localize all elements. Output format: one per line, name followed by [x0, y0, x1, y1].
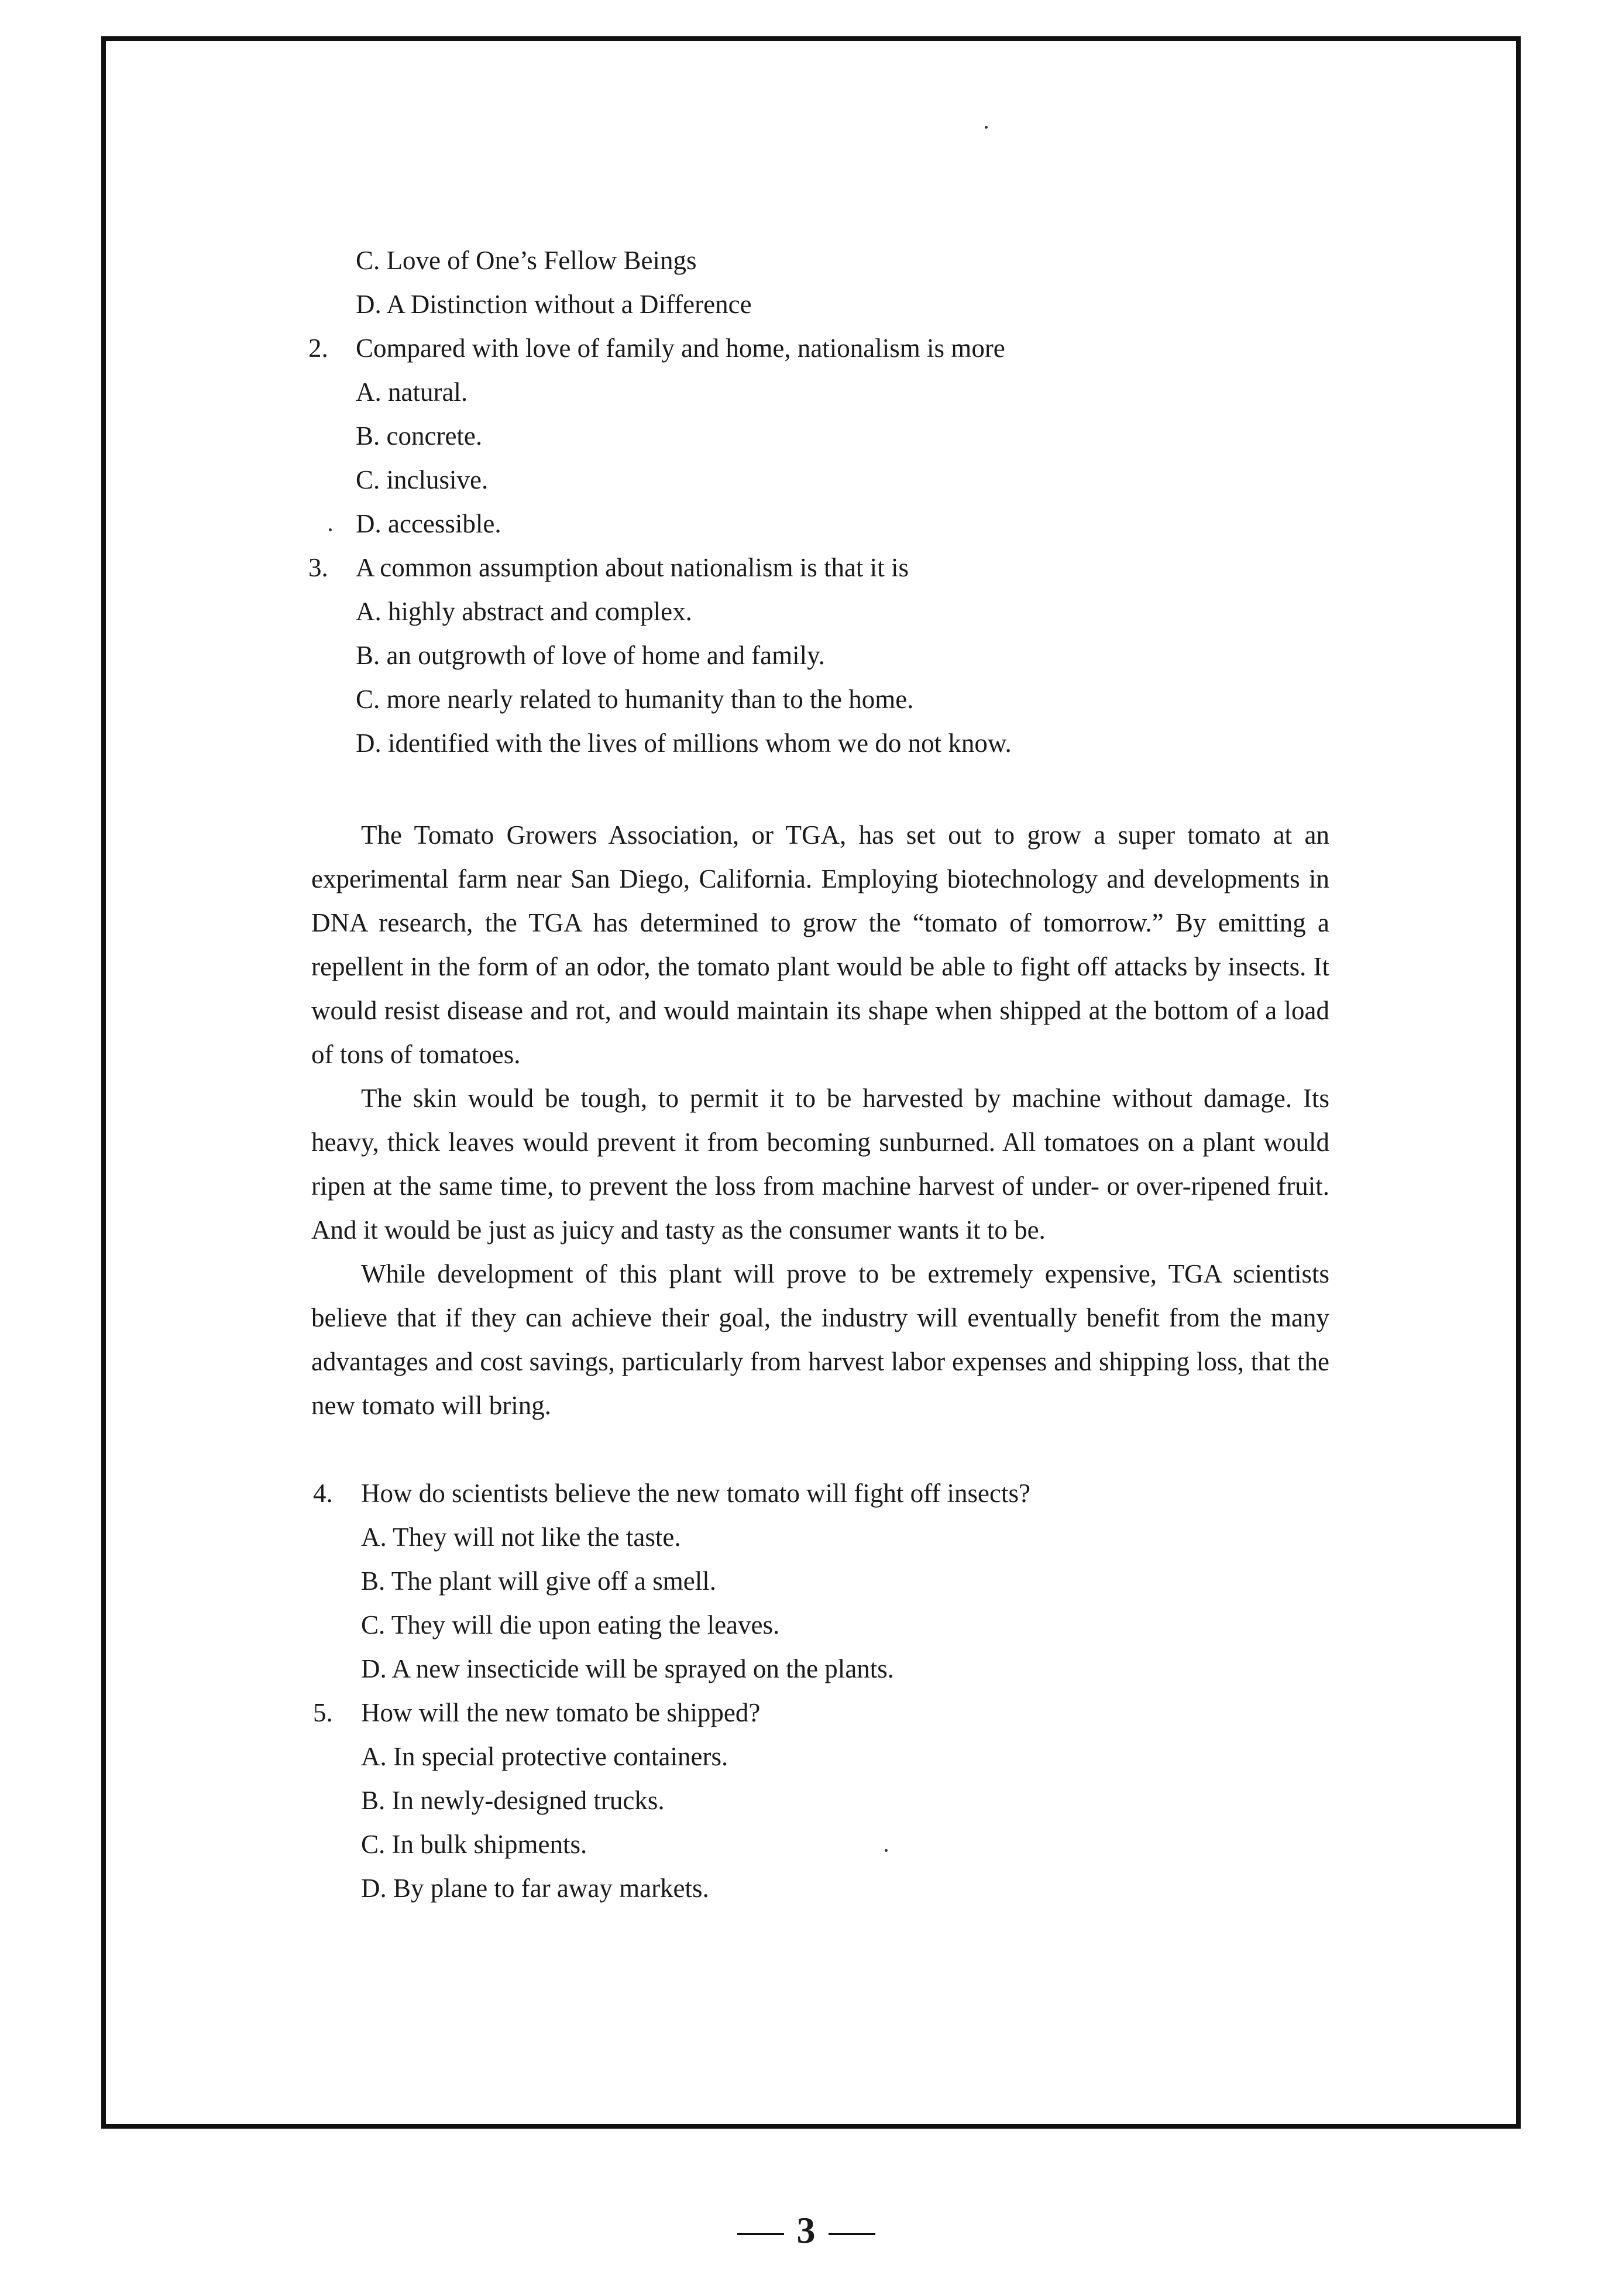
q5-stem: How will the new tomato be shipped? [361, 1698, 761, 1727]
page-number-dash-left [737, 2233, 784, 2235]
q2-option-b: B. concrete. [356, 421, 483, 451]
q4-option-c: C. They will die upon eating the leaves. [361, 1610, 780, 1639]
q4-number: 4. [313, 1479, 333, 1508]
reading-passage [311, 813, 1329, 1428]
q4-option-a: A. They will not like the taste. [361, 1522, 681, 1552]
scan-speck [329, 528, 332, 531]
q2-stem: Compared with love of family and home, nationalism is more [356, 334, 1005, 363]
q5-number: 5. [313, 1698, 333, 1727]
page-number-footer [0, 2207, 1612, 2254]
q1-option-c: C. Love of One’s Fellow Beings [356, 246, 697, 275]
q3-stem: A common assumption about nationalism is that it is [356, 553, 909, 582]
passage-paragraph: The Tomato Growers Association, or TGA, has set out to grow a super tomato at an experimental farm near San Diego, California. Employing biotechnology and developments in DNA research, the TGA has determined to grow the “tomato of tomorrow.” By emitting a repellent in the form of an odor, the tomato plant would be able to fight off attacks by insects. It would resist disease and rot, and would maintain its shape when shipped at the bottom of a load of tons of tomatoes. [311, 820, 1329, 1069]
page-number: 3 [796, 2209, 816, 2251]
q4-option-d: D. A new insecticide will be sprayed on the plants. [361, 1654, 895, 1683]
scan-speck [885, 1849, 888, 1852]
q2-option-a: A. natural. [356, 377, 468, 407]
page-number-dash-right [829, 2233, 875, 2235]
q2-option-c: C. inclusive. [356, 465, 489, 494]
q3-option-a: A. highly abstract and complex. [356, 597, 692, 626]
q3-option-d: D. identified with the lives of millions whom we do not know. [356, 728, 1012, 758]
q1-option-d: D. A Distinction without a Difference [356, 290, 752, 319]
q5-option-a: A. In special protective containers. [361, 1742, 728, 1771]
q2-option-d: D. accessible. [356, 509, 501, 538]
q4-option-b: B. The plant will give off a smell. [361, 1566, 716, 1596]
q5-option-c: C. In bulk shipments. [361, 1830, 587, 1859]
q5-option-b: B. In newly-designed trucks. [361, 1786, 665, 1815]
q3-option-b: B. an outgrowth of love of home and family. [356, 641, 825, 670]
passage-paragraph: While development of this plant will prove to be extremely expensive, TGA scientists believe that if they can achieve their goal, the industry will eventually benefit from the many advantages and cost savings, particularly from harvest labor expenses and shipping loss, that the new tomato will bring. [311, 1259, 1329, 1420]
q5-option-d: D. By plane to far away markets. [361, 1874, 709, 1903]
q3-number: 3. [308, 553, 328, 582]
passage-paragraph: The skin would be tough, to permit it to be harvested by machine without damage. Its heavy, thick leaves would prevent it from becoming sunburned. All tomatoes on a plant would ripen at the same time, to prevent the loss from machine harvest of under- or over-ripened fruit. And it would be just as juicy and tasty as the consumer wants it to be. [311, 1084, 1329, 1245]
q4-stem: How do scientists believe the new tomato will fight off insects? [361, 1479, 1030, 1508]
q2-number: 2. [308, 334, 328, 363]
scan-speck [985, 126, 988, 129]
q3-option-c: C. more nearly related to humanity than to the home. [356, 685, 914, 714]
